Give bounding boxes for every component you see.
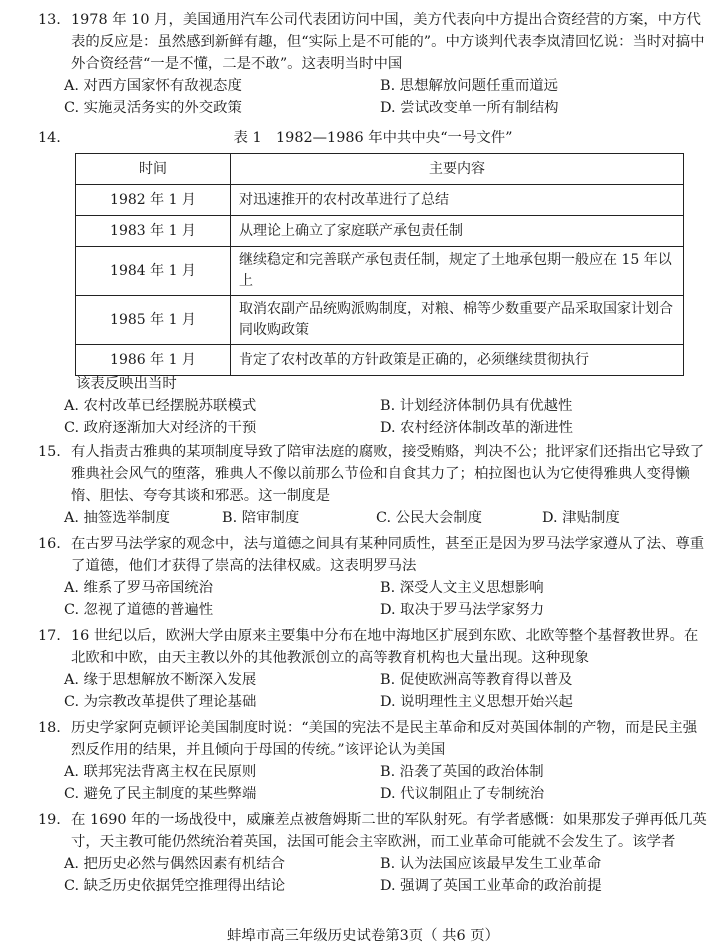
option-a: A. 联邦宪法背离主权在民原则 (64, 764, 257, 780)
table-cell-content: 继续稳定和完善联产承包责任制，规定了土地承包期一般应在 15 年以上 (231, 247, 684, 296)
option-a: A. 缘于思想解放不断深入发展 (64, 672, 257, 688)
option-d: D. 强调了英国工业革命的政治前提 (380, 878, 602, 894)
table-caption: 表 1 1982—1986 年中共中央“一号文件” (233, 130, 513, 146)
option-b: B. 促使欧洲高等教育得以普及 (380, 672, 573, 688)
table-cell-content: 从理论上确立了家庭联产承包责任制 (231, 216, 684, 247)
page-footer: 蚌埠市高三年级历史试卷第3页（ 共6 页） (226, 928, 500, 944)
question-number: 16. (38, 536, 61, 552)
table-cell-content: 取消农副产品统购派购制度，对粮、棉等少数重要产品采取国家计划合同收购政策 (231, 296, 684, 345)
option-b: B. 深受人文主义思想影响 (380, 580, 544, 596)
option-c: C. 为宗教改革提供了理论基础 (64, 694, 257, 710)
option-a: A. 对西方国家怀有敌视态度 (64, 78, 242, 94)
question-number: 19. (38, 812, 61, 828)
option-d: D. 农村经济体制改革的渐进性 (380, 420, 573, 436)
table-row (76, 296, 684, 345)
table-row (76, 345, 684, 376)
option-d: D. 取决于罗马法学家努力 (380, 602, 545, 618)
table-row (76, 216, 684, 247)
option-c: C. 避免了民主制度的某些弊端 (64, 786, 257, 802)
option-b: B. 认为法国应该最早发生工业革命 (380, 856, 602, 872)
table-header-content: 主要内容 (231, 154, 684, 185)
option-b: B. 计划经济体制仍具有优越性 (380, 398, 573, 414)
question-number: 15. (38, 444, 61, 460)
table-cell-time: 1982 年 1 月 (76, 185, 231, 216)
question-19-stem (38, 809, 708, 853)
question-text: 1978 年 10 月，美国通用汽车公司代表团访问中国，美方代表向中方提出合资经营的方案，中方代表的反应是：虽然感到新鲜有趣，但“实际上是不可能的”。中方谈判代表李岚清回忆说：当时对搞中外合资经营“一是不懂，二是不敢”。这表明当时中国 (71, 12, 705, 72)
table-cell-time: 1983 年 1 月 (76, 216, 231, 247)
question-16-options (38, 577, 708, 621)
table-header-time: 时间 (76, 154, 231, 185)
table-cell-time: 1985 年 1 月 (76, 296, 231, 345)
table-cell-content: 肯定了农村改革的方针政策是正确的，必须继续贯彻执行 (231, 345, 684, 376)
option-d: D. 津贴制度 (542, 510, 620, 526)
option-c: C. 忽视了道德的普遍性 (64, 602, 214, 618)
option-d: D. 说明理性主义思想开始兴起 (380, 694, 573, 710)
question-text: 16 世纪以后，欧洲大学由原来主要集中分布在地中海地区扩展到东欧、北欧等整个基督教世界。在北欧和中欧，由天主教以外的其他教派创立的高等教育机构也大量出现。这种现象 (71, 628, 699, 666)
question-15 (38, 441, 708, 529)
question-16 (38, 533, 708, 621)
option-b: B. 沿袭了英国的政治体制 (380, 764, 544, 780)
question-17-stem (38, 625, 708, 669)
question-18-stem (38, 717, 708, 761)
question-13-options (38, 75, 708, 119)
question-15-stem (38, 441, 708, 507)
question-14-stem: 该表反映出当时 (76, 376, 177, 392)
question-text: 有人指责古雅典的某项制度导致了陪审法庭的腐败，接受贿赂，判决不公；批评家们还指出它导致了雅典社会风气的堕落，雅典人不像以前那么节俭和自食其力了；柏拉图也认为它使得雅典人变得懒惰、胆怯、夸夸其谈和邪恶。这一制度是 (71, 444, 705, 504)
question-19 (38, 809, 708, 897)
table-cell-time: 1984 年 1 月 (76, 247, 231, 296)
option-a: A. 维系了罗马帝国统治 (64, 580, 214, 596)
question-text: 在 1690 年的一场战役中，威廉差点被詹姆斯二世的军队射死。有学者感慨：如果那发子弹再低几英寸，天主教可能仍然统治着英国，法国可能会主宰欧洲，而工业革命可能就不会发生了。该学者 (71, 812, 707, 850)
option-d: D. 尝试改变单一所有制结构 (380, 100, 559, 116)
document-table (75, 153, 684, 376)
question-14-options (38, 395, 708, 439)
option-a: A. 抽签选举制度 (64, 510, 170, 526)
question-number: 18. (38, 720, 61, 736)
option-d: D. 代议制阻止了专制统治 (380, 786, 545, 802)
question-15-options (38, 507, 708, 529)
question-13 (38, 9, 708, 119)
question-18-options (38, 761, 708, 805)
option-c: C. 公民大会制度 (376, 510, 482, 526)
option-c: C. 实施灵活务实的外交政策 (64, 100, 242, 116)
option-c: C. 政府逐渐加大对经济的干预 (64, 420, 257, 436)
table-header-row (76, 154, 684, 185)
option-b: B. 陪审制度 (222, 510, 300, 526)
option-b: B. 思想解放问题任重而道远 (380, 78, 559, 94)
question-16-stem (38, 533, 708, 577)
question-17 (38, 625, 708, 713)
question-number: 13. (38, 12, 61, 28)
question-14 (38, 373, 708, 439)
table-cell-time: 1986 年 1 月 (76, 345, 231, 376)
question-13-stem (38, 9, 708, 75)
question-text: 历史学家阿克顿评论美国制度时说：“美国的宪法不是民主革命和反对英国体制的产物，而是民主强烈反作用的结果，并且倾向于母国的传统。”该评论认为美国 (71, 720, 698, 758)
question-19-options (38, 853, 708, 897)
table-cell-content: 对迅速推开的农村改革进行了总结 (231, 185, 684, 216)
option-a: A. 农村改革已经摆脱苏联模式 (64, 398, 257, 414)
option-a: A. 把历史必然与偶然因素有机结合 (64, 856, 286, 872)
question-18 (38, 717, 708, 805)
question-number: 17. (38, 628, 61, 644)
question-14-heading (38, 127, 708, 149)
table-row (76, 247, 684, 296)
question-17-options (38, 669, 708, 713)
table-row (76, 185, 684, 216)
question-number: 14. (38, 130, 61, 146)
option-c: C. 缺乏历史依据凭空推理得出结论 (64, 878, 286, 894)
question-text: 在古罗马法学家的观念中，法与道德之间具有某种同质性，甚至正是因为罗马法学家遵从了法、尊重了道德，他们才获得了崇高的法律权威。这表明罗马法 (71, 536, 705, 574)
